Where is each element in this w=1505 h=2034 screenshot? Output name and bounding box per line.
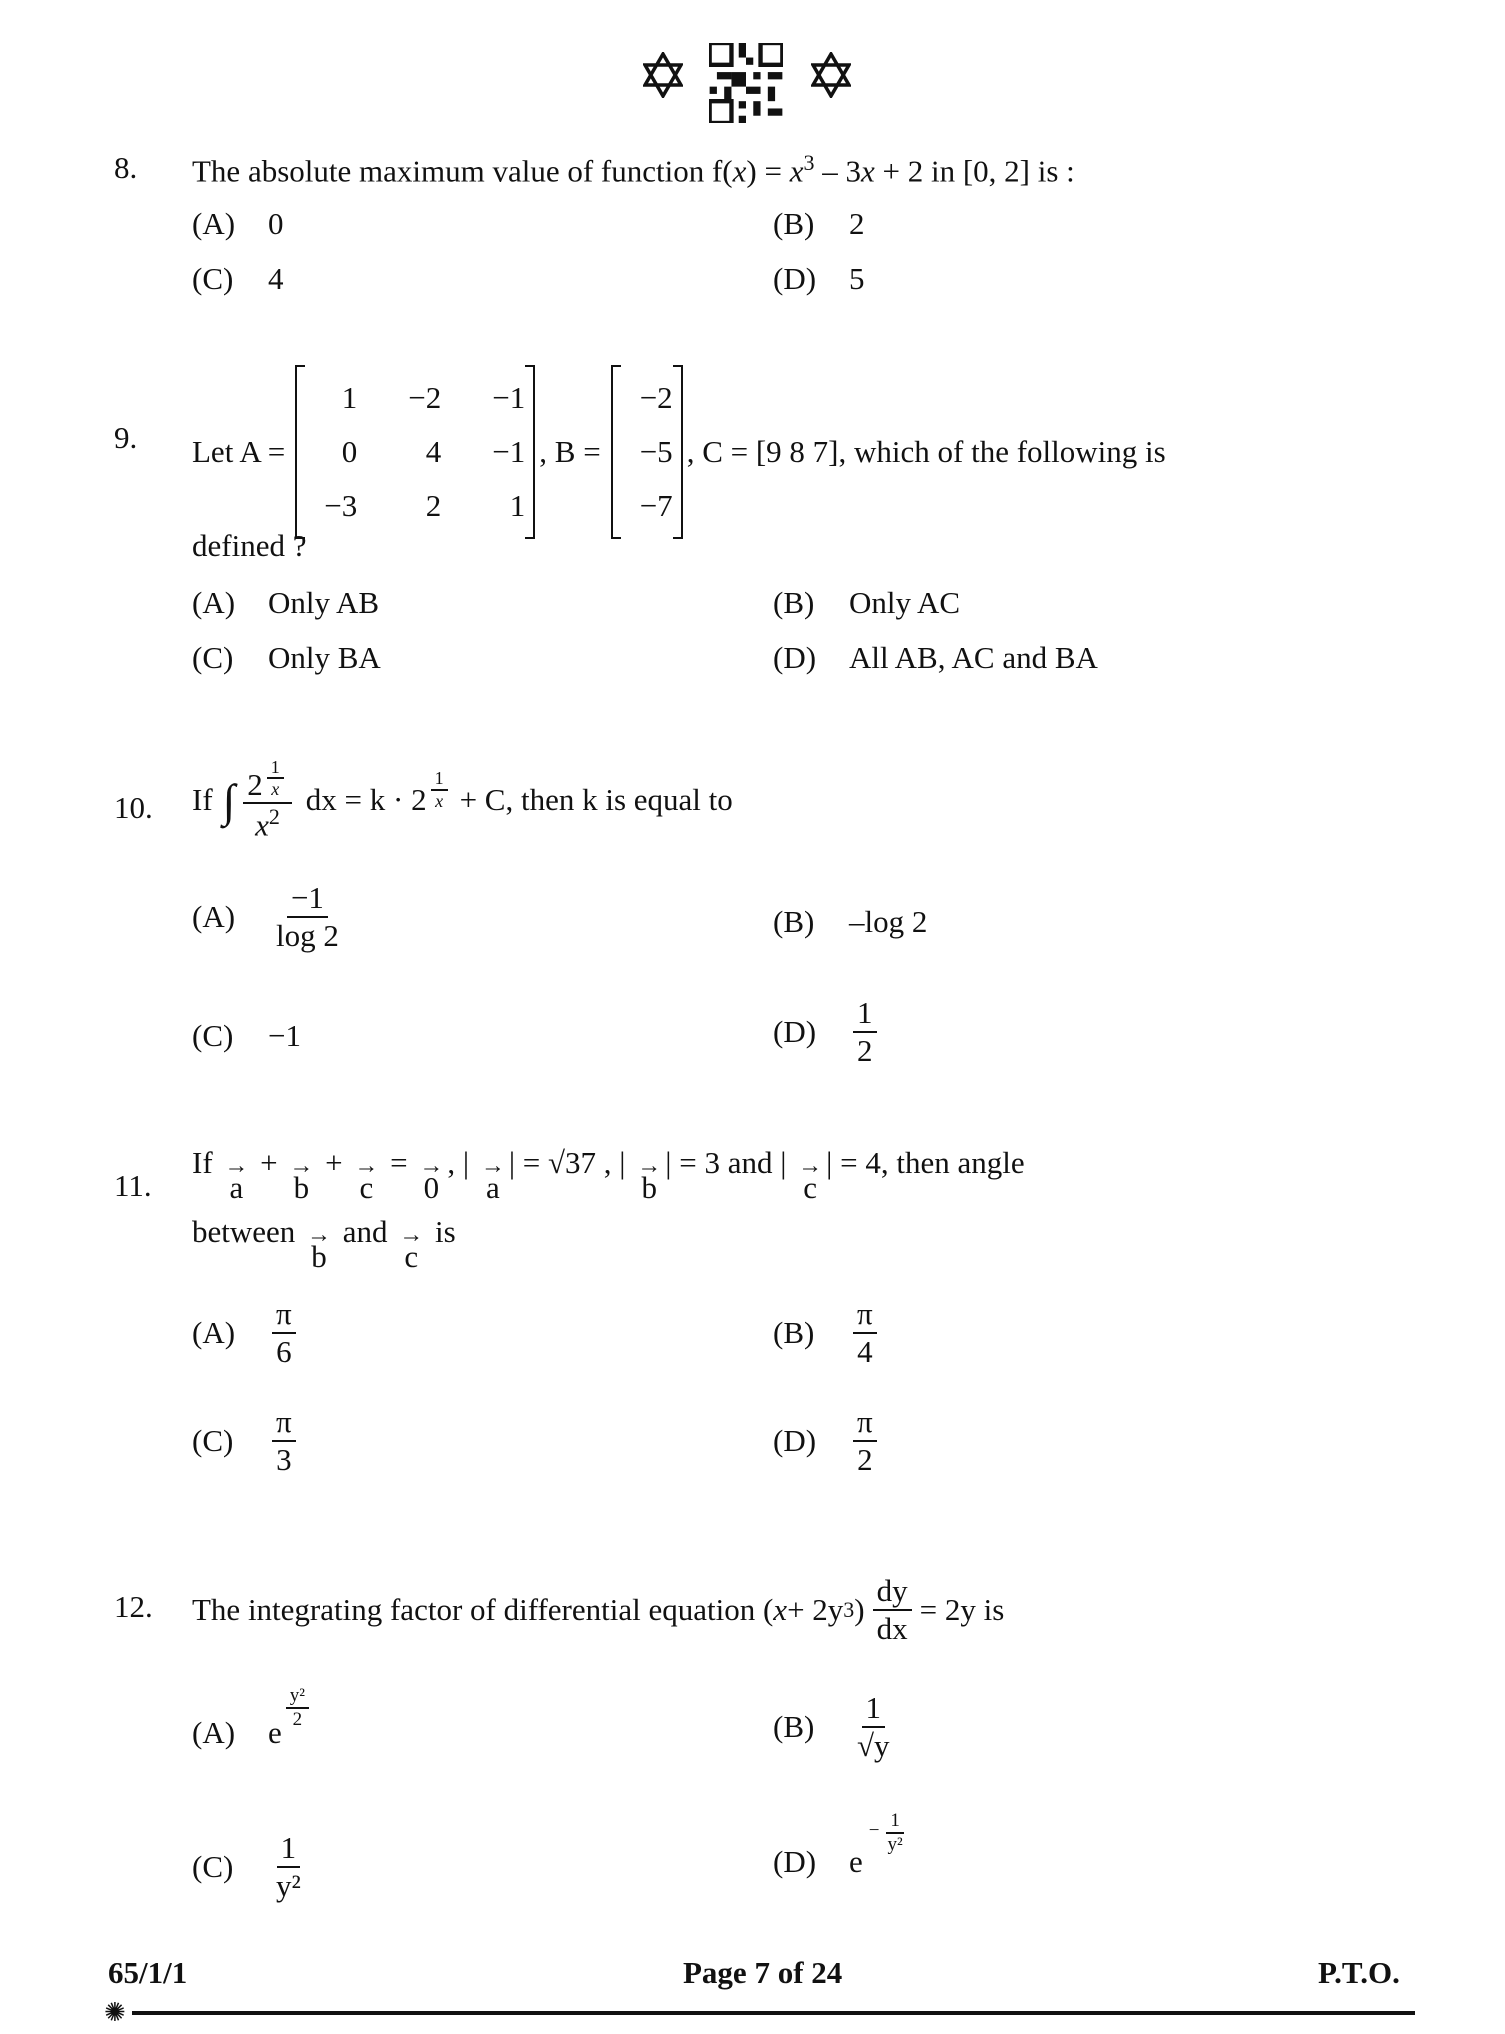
- page-number: Page 7 of 24: [683, 1955, 843, 1990]
- option-d[interactable]: (D) $\frac{\pi}{2}$: [773, 1404, 881, 1477]
- option-c[interactable]: (C) $\frac{\pi}{3}$: [192, 1404, 300, 1477]
- footer-divider: [132, 2011, 1415, 2015]
- option-b[interactable]: (B) 2: [773, 206, 865, 241]
- option-a[interactable]: (A) $\frac{\pi}{6}$: [192, 1296, 300, 1369]
- question-text-continued: between → b and → c is: [192, 1214, 456, 1274]
- question-text: Let A = 1 −2 −1 0 4 −1 −3 2 1 , B = −2 −5 −7 , C = [9 8 7], which of the following is: [192, 365, 1166, 539]
- question-text: The integrating factor of differential equation ( x + 2y 3 ) $\frac{dy}{dx}$ = 2y is: [192, 1573, 1005, 1646]
- question-number: 11.: [114, 1168, 152, 1203]
- pto-label: P.T.O.: [1318, 1955, 1400, 1990]
- star-of-david-icon: [811, 52, 851, 98]
- question-text: If → a + → b + → c = → 0 , | → a | = √37 , | → b | = 3 and | → c | = 4, then angle: [192, 1145, 1025, 1205]
- option-a[interactable]: (A) $\frac{-1}{\log 2}$: [192, 880, 339, 953]
- paper-code: 65/1/1: [108, 1955, 188, 1990]
- question-text: If ∫ 2 $^{\frac{1}{x}}$ $x^2$ dx = k · 2 $^{\frac{1}{x}}$ + C, then k is equal to: [192, 756, 733, 843]
- qr-code: [709, 43, 783, 123]
- question-number: 8.: [114, 150, 138, 185]
- question-number: 10.: [114, 790, 153, 825]
- option-b[interactable]: (B) –log 2: [773, 904, 928, 939]
- option-d[interactable]: (D) All AB, AC and BA: [773, 640, 1098, 675]
- question-number: 12.: [114, 1589, 153, 1624]
- option-a[interactable]: (A) Only AB: [192, 585, 380, 620]
- matrix-a: 1 −2 −1 0 4 −1 −3 2 1: [295, 365, 535, 539]
- question-text: The absolute maximum value of function $f(x) = x^3 - 3x + 2$ in [0, 2] is :: [192, 150, 1075, 189]
- option-d[interactable]: (D) e − $\frac{1}{\text{y²}}$: [773, 1810, 903, 1879]
- option-a[interactable]: (A) e $\frac{\text{y²}}{2}$: [192, 1685, 313, 1751]
- option-b[interactable]: (B) Only AC: [773, 585, 961, 620]
- option-d[interactable]: (D) $\frac{1}{2}$: [773, 995, 881, 1068]
- option-b[interactable]: (B) $\frac{1}{√y}$: [773, 1690, 890, 1763]
- flower-icon: ✺: [104, 1998, 126, 2027]
- question-number: 9.: [114, 420, 138, 455]
- option-d[interactable]: (D) 5: [773, 261, 865, 296]
- option-c[interactable]: (C) $\frac{1}{\text{y²}}$: [192, 1830, 301, 1903]
- option-c[interactable]: (C) Only BA: [192, 640, 381, 675]
- option-a[interactable]: (A) 0: [192, 206, 284, 241]
- option-c[interactable]: (C) 4: [192, 261, 284, 296]
- matrix-b: −2 −5 −7: [611, 365, 683, 539]
- question-text-continued: defined ?: [192, 528, 307, 563]
- option-b[interactable]: (B) $\frac{\pi}{4}$: [773, 1296, 881, 1369]
- star-of-david-icon: [643, 52, 683, 98]
- option-c[interactable]: (C) −1: [192, 1018, 301, 1053]
